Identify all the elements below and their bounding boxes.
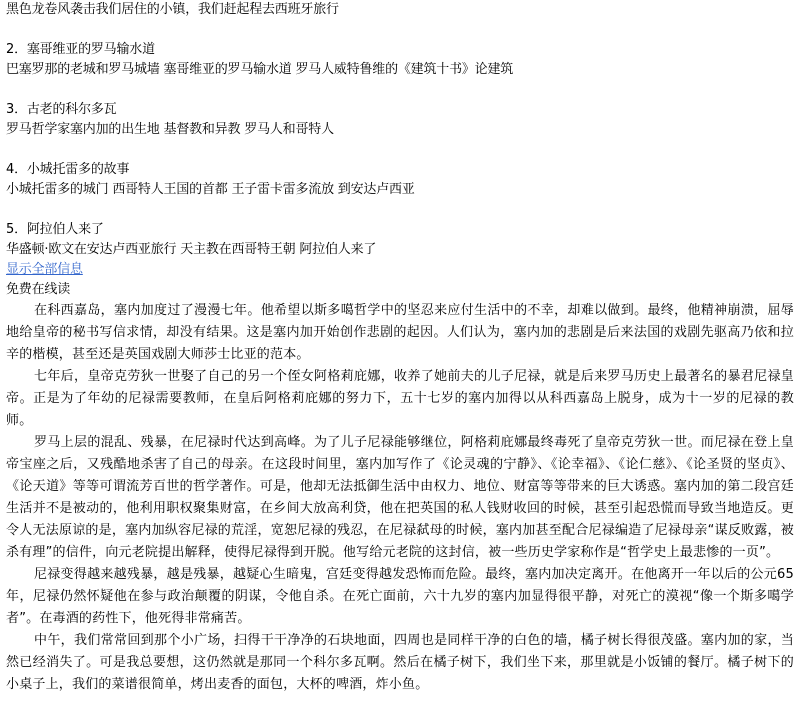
section-desc: 华盛顿·欧文在安达卢西亚旅行 天主教在西哥特王朝 阿拉伯人来了 xyxy=(6,242,377,257)
section-title: 3．古老的科尔多瓦 xyxy=(6,102,117,117)
paragraph-5: 中午，我们常常回到那个小广场，扫得干干净净的石块地面，四周也是同样干净的白色的墙，橘子树长得很茂盛。塞内加的家，当然已经消失了。可是我总要想，这仍然就是那同一个科尔多瓦啊。然后在橘子树下，我们坐下来，那里就是小饭铺的餐厅。橘子树下的小桌子上，我们的菜谱很简单，烤出麦香的面包，大杯的啤酒，炸小鱼。 xyxy=(6,633,794,692)
section-desc: 巴塞罗那的老城和罗马城墙 塞哥维亚的罗马输水道 罗马人威特鲁维的《建筑十书》论建筑 xyxy=(6,62,514,77)
paragraph-1: 在科西嘉岛，塞内加度过了漫漫七年。他希望以斯多噶哲学中的坚忍来应付生活中的不幸，却难以做到。最终，他精神崩溃，屈辱地给皇帝的秘书写信求情，却没有结果。这是塞内加开始创作悲剧的起因。人们认为，塞内加的悲剧是后来法国的戏剧先驱高乃依和拉辛的楷模，甚至还是英国戏剧大师莎士比亚的范本。 xyxy=(6,303,794,362)
show-all-row xyxy=(6,260,794,280)
intro-line: 黑色龙卷风袭击我们居住的小镇，我们赶起程去西班牙旅行 xyxy=(6,2,339,17)
toc-section-2 xyxy=(6,40,794,80)
show-all-link[interactable]: 显示全部信息 xyxy=(6,262,83,277)
paragraph-3: 罗马上层的混乱、残暴，在尼禄时代达到高峰。为了儿子尼禄能够继位，阿格莉庇娜最终毒死了皇帝克劳狄一世。而尼禄在登上皇帝宝座之后，又残酷地杀害了自己的母亲。在这段时间里，塞内加写作了《论灵魂的宁静》、《论幸福》、《论仁慈》、《论圣贤的坚贞》、《论天道》等等可谓流芳百世的哲学著作。可是，他却无法抵御生活中由权力、地位、财富等等带来的巨大诱惑。塞内加的第二段宫廷生活并不是被动的，他利用职权聚集财富，在乡间大放高利贷，他在把英国的私人钱财收回的时候，甚至引起恐慌而导致当地造反。更令人无法原谅的是，塞内加纵容尼禄的荒淫，宽恕尼禄的残忍，在尼禄弑母的时候，塞内加甚至配合尼禄编造了尼禄母亲“谋反败露，被杀有理”的信件，向元老院提出解释，使得尼禄得到开脱。他写给元老院的这封信，被一些历史学家称作是“哲学史上最悲惨的一页”。 xyxy=(6,435,794,560)
toc-section-3 xyxy=(6,100,794,140)
spacer xyxy=(6,200,794,220)
paragraph-2: 七年后，皇帝克劳狄一世娶了自己的另一个侄女阿格莉庇娜，收养了她前夫的儿子尼禄，就是后来罗马历史上最著名的暴君尼禄皇帝。正是为了年幼的尼禄需要教师，在皇后阿格莉庇娜的努力下，五十七岁的塞内加得以从科西嘉岛上脱身，成为十一岁的尼禄的教师。 xyxy=(6,369,794,428)
spacer xyxy=(6,140,794,160)
section-title: 2．塞哥维亚的罗马输水道 xyxy=(6,42,155,57)
section-title: 5．阿拉伯人来了 xyxy=(6,222,104,237)
paragraph-4: 尼禄变得越来越残暴，越是残暴，越疑心生暗鬼，宫廷变得越发恐怖而危险。最终，塞内加决定离开。在他离开一年以后的公元65年，尼禄仍然怀疑他在参与政治颠覆的阴谋，令他自杀。在死亡面前，六十九岁的塞内加显得很平静，对死亡的漠视“像一个斯多噶学者”。在毒酒的药性下，他死得非常痛苦。 xyxy=(6,567,794,626)
section-desc: 小城托雷多的城门 西哥特人王国的首都 王子雷卡雷多流放 到安达卢西亚 xyxy=(6,182,415,197)
spacer xyxy=(6,20,794,40)
toc-section-4 xyxy=(6,160,794,200)
free-read-label: 免费在线读 xyxy=(6,282,71,297)
spacer xyxy=(6,80,794,100)
toc-section-5 xyxy=(6,220,794,260)
section-desc: 罗马哲学家塞内加的出生地 基督教和异教 罗马人和哥特人 xyxy=(6,122,334,137)
section-title: 4．小城托雷多的故事 xyxy=(6,162,130,177)
